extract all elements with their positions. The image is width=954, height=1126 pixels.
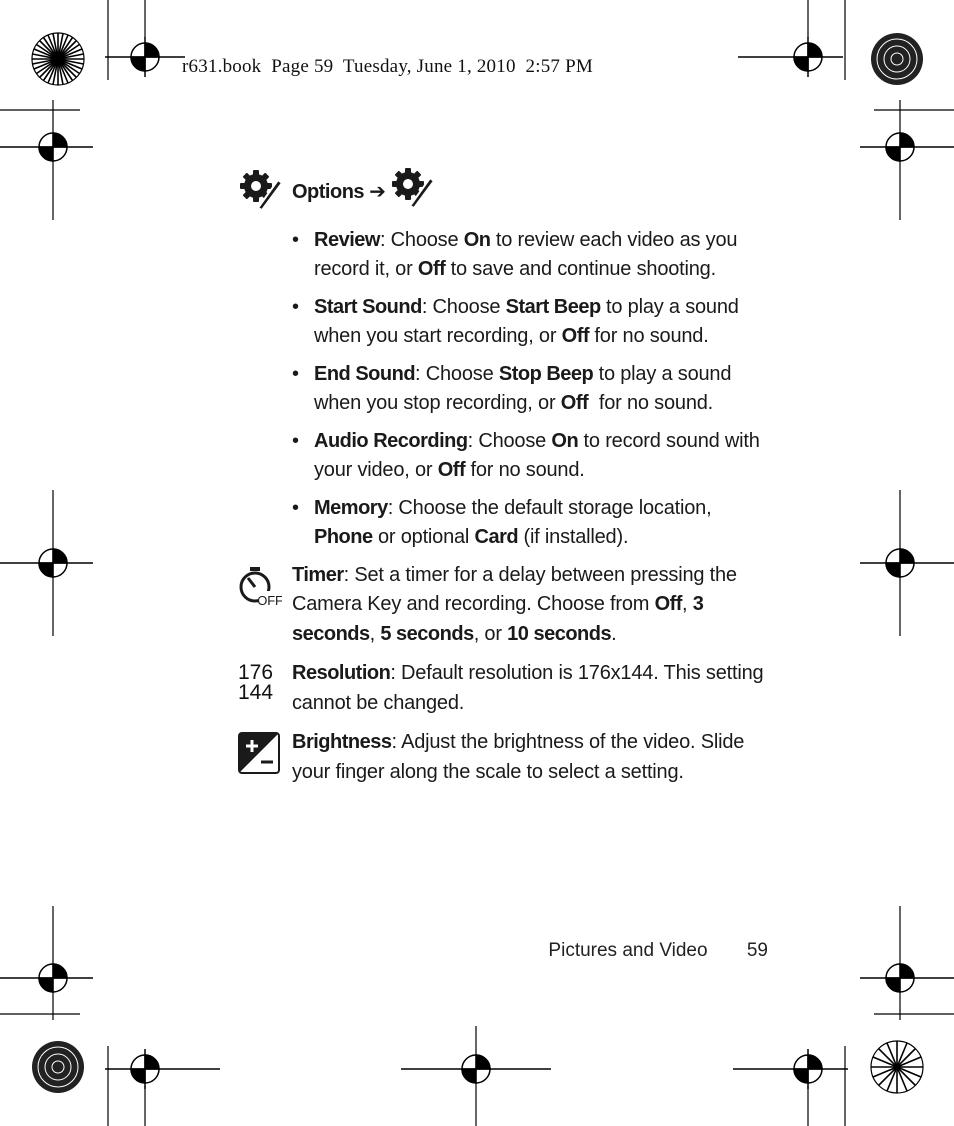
settings-gear-pen-icon — [238, 168, 282, 220]
print-header: r631.book Page 59 Tuesday, June 1, 2010 2:57 PM — [182, 56, 593, 77]
list-item-review: • Review: Choose On to review each video as you record it, or Off to save and continue shooting. — [292, 226, 768, 285]
resolution-section: 176 144 Resolution: Default resolution is 176x144. This setting cannot be changed. — [238, 661, 764, 714]
brightness-plus-minus-icon — [238, 732, 280, 784]
list-item-end-sound: • End Sound: Choose Stop Beep to play a sound when you stop recording, or Off for no sound. — [292, 360, 768, 419]
footer-section-title: Pictures and Video — [548, 940, 708, 961]
timer-section: OFF Timer: Set a timer for a delay between pressing the Camera Key and recording. Choose from Off, 3 seconds, 5 seconds, or 10 seconds. — [238, 561, 768, 650]
content — [238, 166, 768, 787]
list-item-audio-recording: • Audio Recording: Choose On to record sound with your video, or Off for no sound. — [292, 427, 768, 486]
options-list — [292, 226, 768, 553]
resolution-icon: 176 144 — [238, 661, 274, 704]
options-section — [238, 166, 768, 553]
arrow-icon: ➔ — [369, 181, 386, 203]
timer-off-icon — [238, 567, 282, 619]
svg-text:OFF: OFF — [257, 592, 282, 608]
page-number: 59 — [746, 940, 768, 961]
settings-gear-pen-icon — [390, 166, 434, 218]
page-footer — [548, 940, 768, 962]
brightness-section: Brightness: Adjust the brightness of the video. Slide your finger along the scale to select a setting. — [238, 728, 768, 787]
options-label: Options — [292, 181, 365, 203]
list-item-memory: • Memory: Choose the default storage location, Phone or optional Card (if installed). — [292, 494, 768, 553]
list-item-start-sound: • Start Sound: Choose Start Beep to play a sound when you start recording, or Off for no sound. — [292, 293, 768, 352]
